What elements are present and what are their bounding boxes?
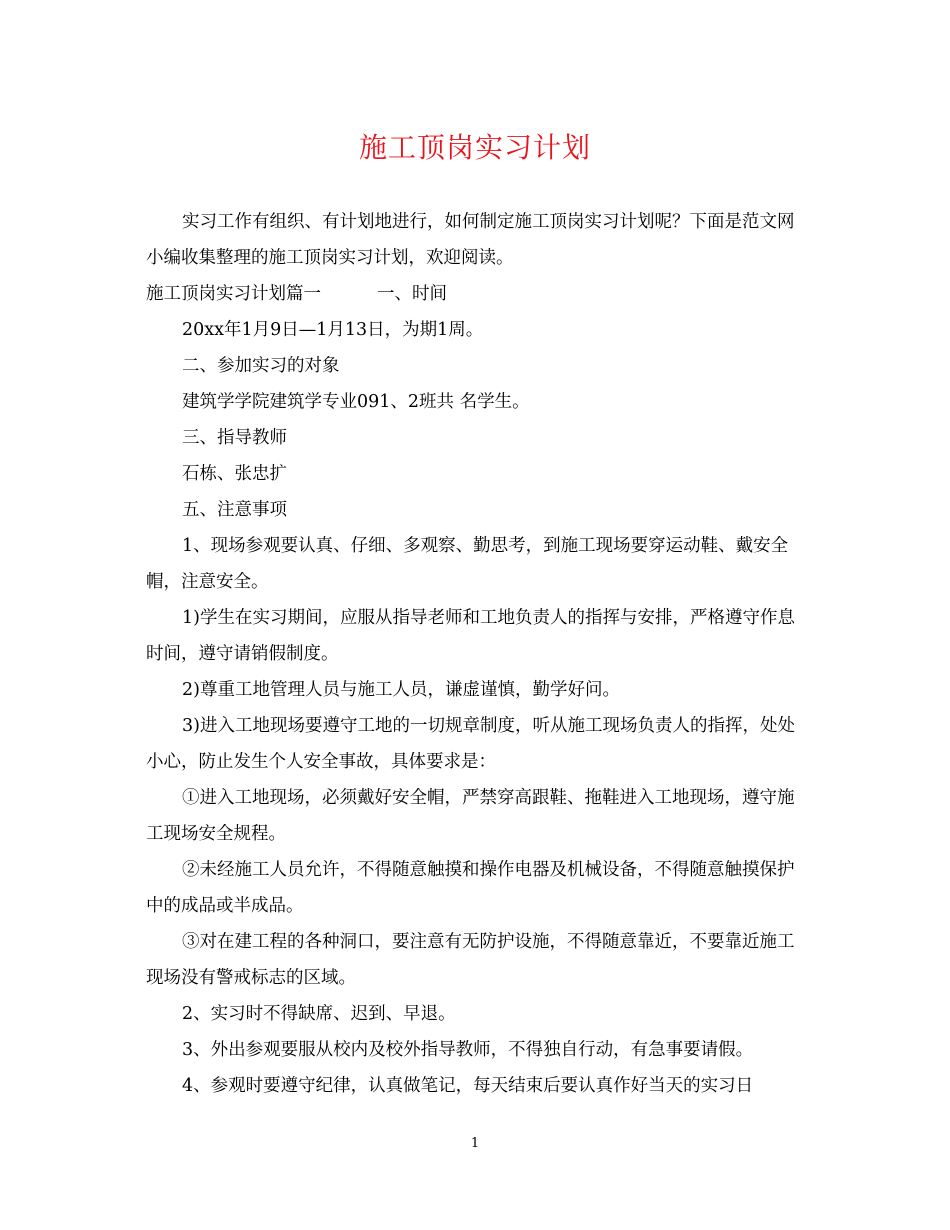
section-line [146, 276, 806, 312]
teachers-heading: 三、指导教师 [182, 428, 287, 448]
time-heading: 一、时间 [377, 284, 447, 304]
note-1-c: 3)进入工地现场要遵守工地的一切规章制度，听从施工现场负责人的指挥，处处小心，防止发生个人安全事故，具体要求是： [146, 716, 795, 772]
note-1-b: 2)尊重工地管理人员与施工人员，谦虚谨慎，勤学好问。 [182, 680, 620, 700]
document-body [146, 204, 806, 1104]
note-4: 4、参观时要遵守纪律，认真做笔记，每天结束后要认真作好当天的实习日 [182, 1076, 754, 1096]
participants-heading: 二、参加实习的对象 [182, 356, 340, 376]
notes-heading: 五、注意事项 [182, 500, 287, 520]
intro-paragraph: 实习工作有组织、有计划地进行，如何制定施工顶岗实习计划呢？下面是范文网小编收集整理的施工顶岗实习计划，欢迎阅读。 [146, 212, 795, 268]
time-value: 20xx年1月9日—1月13日，为期1周。 [182, 320, 484, 340]
note-1: 1、现场参观要认真、仔细、多观察、勤思考，到施工现场要穿运动鞋、戴安全帽，注意安全。 [146, 536, 789, 592]
section-label: 施工顶岗实习计划篇一 [146, 284, 321, 304]
note-1-c-i: ①进入工地现场，必须戴好安全帽，严禁穿高跟鞋、拖鞋进入工地现场，遵守施工现场安全规程。 [146, 788, 795, 844]
note-1-a: 1)学生在实习期间，应服从指导老师和工地负责人的指挥与安排，严格遵守作息时间，遵守请销假制度。 [146, 608, 795, 664]
note-1-c-iii: ③对在建工程的各种洞口，要注意有无防护设施，不得随意靠近，不要靠近施工现场没有警戒标志的区域。 [146, 932, 795, 988]
page-number: 1 [470, 1136, 480, 1151]
note-2: 2、实习时不得缺席、迟到、早退。 [182, 1004, 456, 1024]
document-title: 施工顶岗实习计划 [358, 131, 591, 164]
note-3: 3、外出参观要服从校内及校外指导教师，不得独自行动，有急事要请假。 [182, 1040, 754, 1060]
teachers-value: 石栋、张忠扩 [182, 464, 287, 484]
note-1-c-ii: ②未经施工人员允许，不得随意触摸和操作电器及机械设备，不得随意触摸保护中的成品或半成品。 [146, 860, 795, 916]
participants-value: 建筑学学院建筑学专业091、2班共 名学生。 [182, 392, 530, 412]
